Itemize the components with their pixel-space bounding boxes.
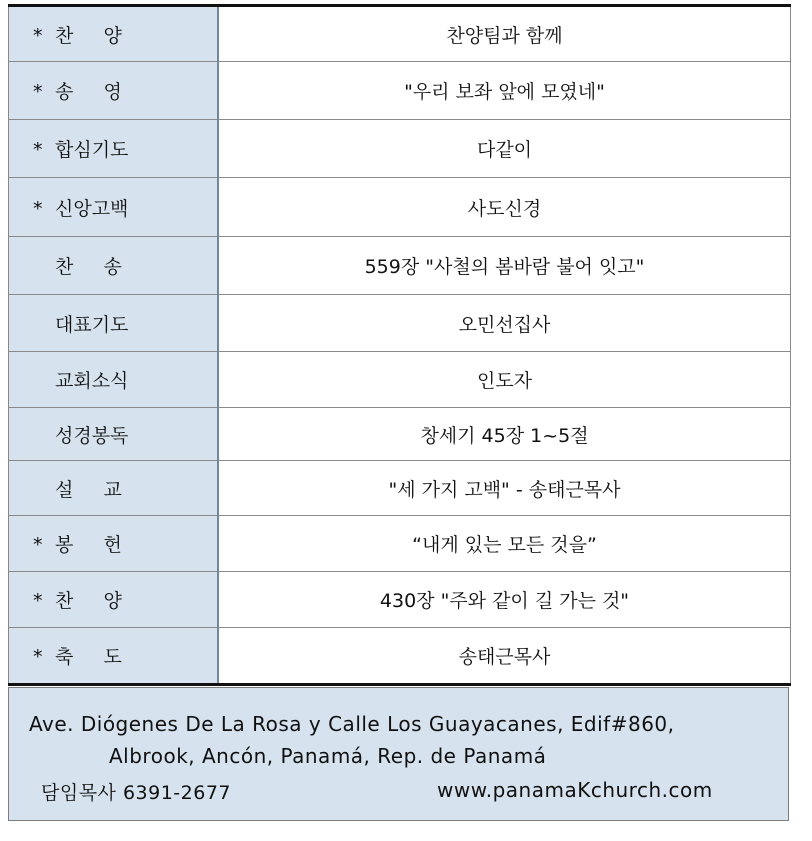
table-row: [9, 295, 791, 352]
row-label: 찬 양: [55, 24, 122, 47]
table-row: [9, 461, 791, 516]
row-label: 교회소식: [55, 370, 129, 392]
row-value: 다같이: [218, 120, 791, 178]
row-label-cell: [9, 352, 219, 408]
table-row: [9, 408, 791, 461]
row-value: "세 가지 고백" - 송태근목사: [218, 461, 791, 516]
row-label: 성경봉독: [55, 424, 129, 447]
row-value: 559장 "사철의 봄바람 불어 잇고": [218, 237, 791, 295]
worship-order-table: [8, 4, 791, 686]
row-value: "우리 보좌 앞에 모였네": [218, 62, 791, 120]
table-row: [9, 237, 791, 295]
row-value: 창세기 45장 1~5절: [218, 408, 791, 461]
row-label-cell: [9, 572, 219, 628]
table-row: [9, 572, 791, 628]
row-label: 신앙고백: [55, 197, 129, 220]
row-label-cell: [9, 628, 219, 685]
row-label-cell: [9, 62, 219, 120]
table-row: [9, 516, 791, 572]
asterisk-mark: *: [33, 81, 43, 103]
row-value: 송태근목사: [218, 628, 791, 685]
row-label: 찬 송: [55, 256, 122, 278]
asterisk-mark: *: [33, 534, 43, 556]
pastor-phone: 담임목사 6391-2677: [41, 782, 232, 804]
row-label-cell: [9, 6, 219, 62]
row-value: 찬양팀과 함께: [218, 6, 791, 62]
table-row: [9, 178, 791, 237]
asterisk-mark: *: [33, 197, 43, 220]
row-label-cell: [9, 408, 219, 461]
address-line-1: Ave. Diógenes De La Rosa y Calle Los Guayacanes, Edif#860,: [29, 712, 675, 736]
table-row: [9, 628, 791, 685]
row-label: 합심기도: [55, 139, 129, 161]
church-info-footer: [8, 687, 789, 821]
asterisk-mark: *: [33, 24, 43, 47]
row-label-cell: [9, 237, 219, 295]
row-value: 사도신경: [218, 178, 791, 237]
row-label-cell: [9, 120, 219, 178]
website-link[interactable]: www.panamaKchurch.com: [437, 778, 713, 802]
row-value: “내게 있는 모든 것을”: [218, 516, 791, 572]
row-label: 봉 헌: [55, 534, 122, 556]
row-label: 설 교: [55, 478, 122, 501]
row-label: 송 영: [55, 81, 122, 103]
address-line-2: Albrook, Ancón, Panamá, Rep. de Panamá: [109, 744, 547, 768]
table-row: [9, 352, 791, 408]
row-value: 430장 "주와 같이 길 가는 것": [218, 572, 791, 628]
row-label-cell: [9, 178, 219, 237]
row-label-cell: [9, 516, 219, 572]
asterisk-mark: *: [33, 590, 43, 612]
row-label: 대표기도: [55, 313, 129, 336]
asterisk-mark: *: [33, 646, 43, 668]
row-label-cell: [9, 461, 219, 516]
table-row: [9, 62, 791, 120]
row-value: 오민선집사: [218, 295, 791, 352]
row-value: 인도자: [218, 352, 791, 408]
row-label: 찬 양: [55, 590, 122, 612]
row-label-cell: [9, 295, 219, 352]
asterisk-mark: *: [33, 139, 43, 161]
table-row: [9, 6, 791, 62]
table-row: [9, 120, 791, 178]
row-label: 축 도: [55, 646, 122, 668]
